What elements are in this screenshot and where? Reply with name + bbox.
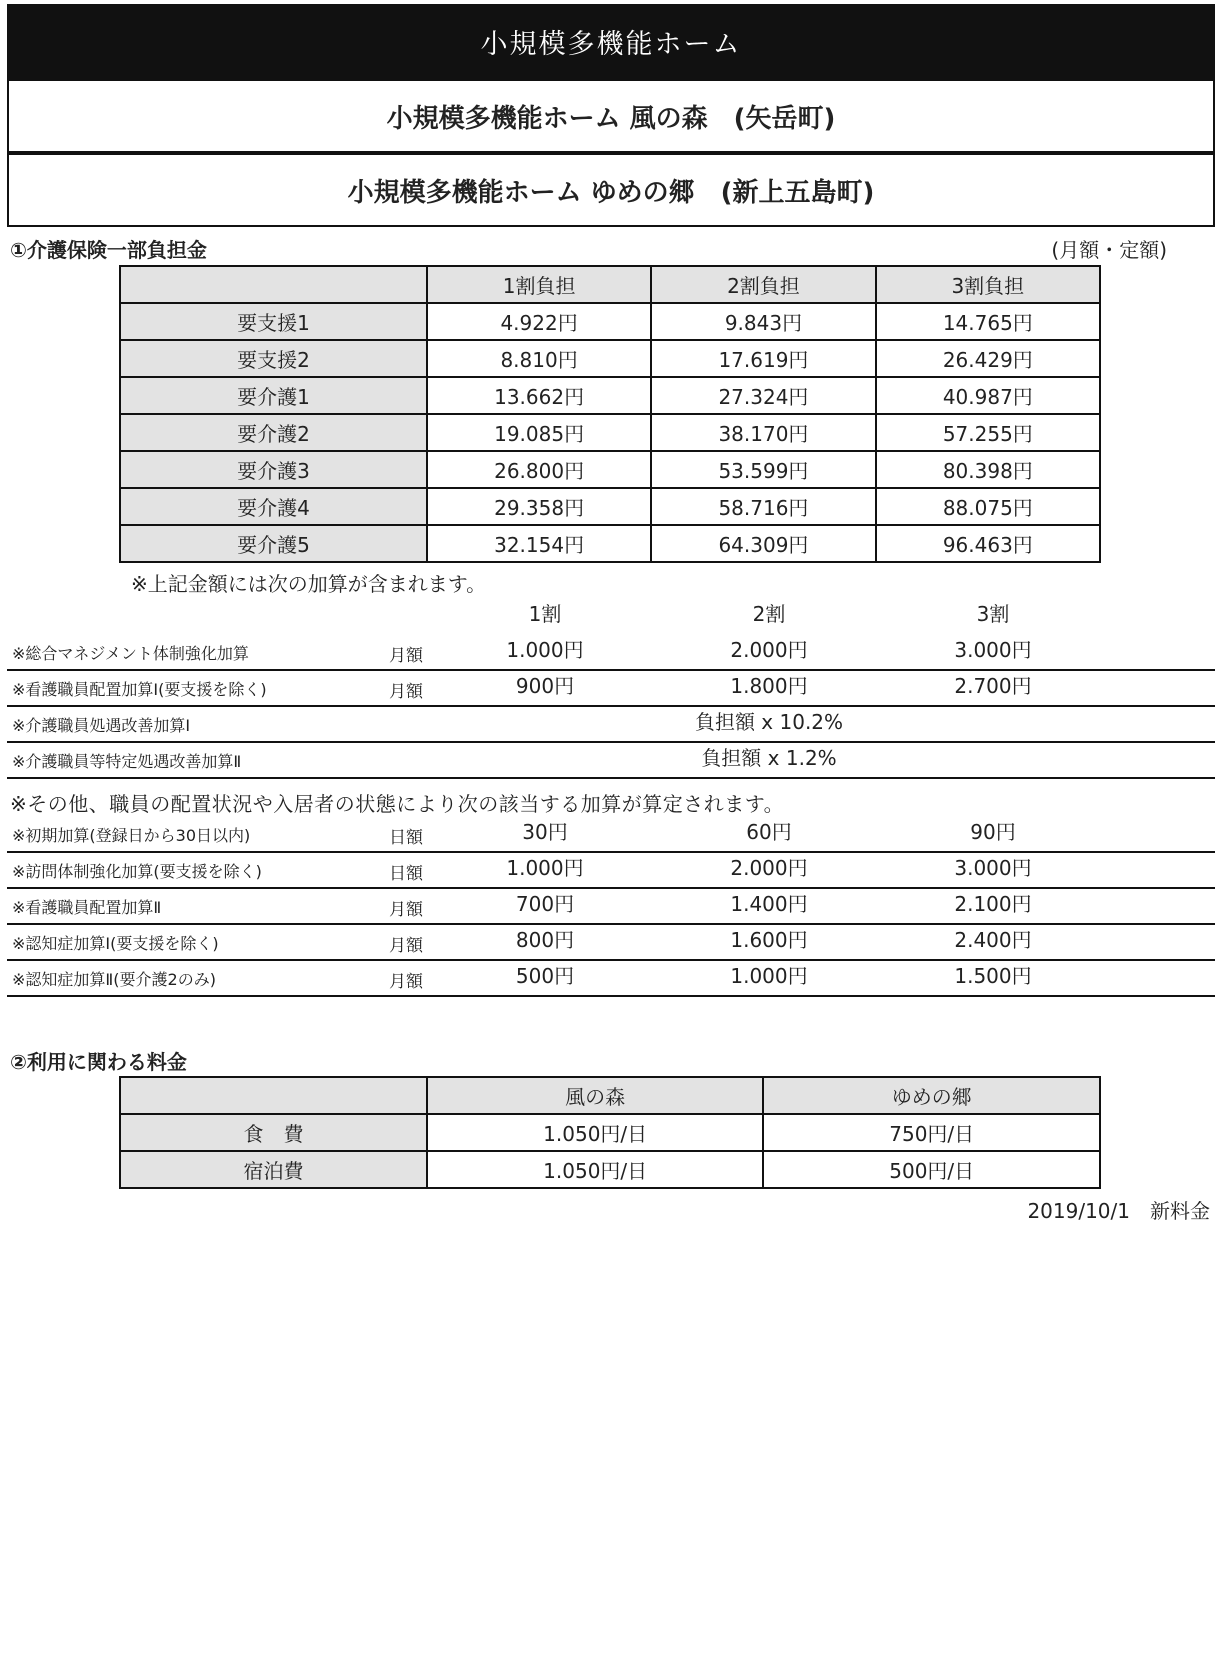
addition-value: 800円 <box>515 928 575 952</box>
addition-value: 2.400円 <box>954 928 1032 952</box>
table-cell: 750円/日 <box>763 1114 1100 1151</box>
table-row <box>120 340 1100 377</box>
row-label: 要支援2 <box>120 340 427 377</box>
table-row <box>120 488 1100 525</box>
table-row <box>120 303 1100 340</box>
page-title: 小規模多機能ホーム <box>7 4 1215 79</box>
facility-name-yumenosato: 小規模多機能ホーム ゆめの郷 (新上五島町) <box>7 153 1215 227</box>
addition-unit: 月額 <box>389 972 423 992</box>
addition-value: 1.600円 <box>730 928 808 952</box>
section2-title: ②利用に関わる料金 <box>10 1050 187 1074</box>
addition-row <box>7 669 1215 707</box>
table-row <box>120 377 1100 414</box>
addition-value: 3.000円 <box>954 856 1032 880</box>
addition-row <box>7 923 1215 961</box>
addition-unit: 月額 <box>389 682 423 702</box>
facility-name-kazenomori: 小規模多機能ホーム 風の森 (矢岳町) <box>7 79 1215 153</box>
table-cell: 14.765円 <box>876 303 1100 340</box>
column-header: 1割負担 <box>427 266 651 303</box>
addition-row <box>7 633 1215 671</box>
table-cell: 17.619円 <box>651 340 875 377</box>
table-row <box>120 1151 1100 1188</box>
row-label: 要介護5 <box>120 525 427 562</box>
column-header: 3割負担 <box>876 266 1100 303</box>
table-row <box>120 414 1100 451</box>
addition-value: 700円 <box>515 892 575 916</box>
table-cell: 19.085円 <box>427 414 651 451</box>
addition-value: 2.000円 <box>730 638 808 662</box>
addition-row <box>7 851 1215 889</box>
addition-value: 2.700円 <box>954 674 1032 698</box>
ratio-header: 2割 <box>752 602 786 626</box>
row-label: 要介護3 <box>120 451 427 488</box>
addition-unit: 月額 <box>389 646 423 666</box>
row-label: 食 費 <box>120 1114 427 1151</box>
other-additions-note: ※その他、職員の配置状況や入居者の状態により次の該当する加算が算定されます。 <box>10 792 785 816</box>
addition-value: 1.500円 <box>954 964 1032 988</box>
table-header-row <box>120 1077 1100 1114</box>
addition-value: 2.100円 <box>954 892 1032 916</box>
table-cell: 9.843円 <box>651 303 875 340</box>
addition-name: ※認知症加算Ⅰ(要支援を除く) <box>12 934 219 953</box>
table-cell: 88.075円 <box>876 488 1100 525</box>
care-fee-table <box>119 265 1101 563</box>
addition-unit: 月額 <box>389 900 423 920</box>
table-cell: 26.429円 <box>876 340 1100 377</box>
table-cell: 27.324円 <box>651 377 875 414</box>
table-cell: 1.050円/日 <box>427 1114 764 1151</box>
addition-value: 2.000円 <box>730 856 808 880</box>
table-header-row <box>120 266 1100 303</box>
row-label: 要介護1 <box>120 377 427 414</box>
table-cell: 64.309円 <box>651 525 875 562</box>
ratio-header-row <box>7 597 1215 633</box>
table-corner-cell <box>120 266 427 303</box>
addition-value: 1.000円 <box>506 638 584 662</box>
table-cell: 4.922円 <box>427 303 651 340</box>
addition-value: 90円 <box>970 820 1016 844</box>
table-row <box>120 1114 1100 1151</box>
addition-name: ※看護職員配置加算Ⅰ(要支援を除く) <box>12 680 267 699</box>
table-cell: 13.662円 <box>427 377 651 414</box>
section1-title: ①介護保険一部負担金 <box>10 238 207 262</box>
table-row <box>120 451 1100 488</box>
column-header: ゆめの郷 <box>763 1077 1100 1114</box>
effective-date-note: 2019/10/1 新料金 <box>1027 1199 1210 1223</box>
addition-row <box>7 887 1215 925</box>
table-cell: 40.987円 <box>876 377 1100 414</box>
table-cell: 53.599円 <box>651 451 875 488</box>
addition-name: ※訪問体制強化加算(要支援を除く) <box>12 862 262 881</box>
table-cell: 500円/日 <box>763 1151 1100 1188</box>
table-corner-cell <box>120 1077 427 1114</box>
addition-row <box>7 815 1215 853</box>
addition-value: 3.000円 <box>954 638 1032 662</box>
addition-value: 1.400円 <box>730 892 808 916</box>
ratio-header: 1割 <box>528 602 562 626</box>
addition-name: ※介護職員処遇改善加算Ⅰ <box>12 716 191 735</box>
table-cell: 8.810円 <box>427 340 651 377</box>
addition-name: ※総合マネジメント体制強化加算 <box>12 644 249 663</box>
addition-row <box>7 705 1215 743</box>
addition-value: 30円 <box>522 820 568 844</box>
row-label: 要介護4 <box>120 488 427 525</box>
addition-value: 60円 <box>746 820 792 844</box>
addition-name: ※初期加算(登録日から30日以内) <box>12 826 251 845</box>
addition-name: ※看護職員配置加算Ⅱ <box>12 898 162 917</box>
table-cell: 26.800円 <box>427 451 651 488</box>
table-row <box>120 525 1100 562</box>
addition-row <box>7 741 1215 779</box>
table-cell: 57.255円 <box>876 414 1100 451</box>
addition-name: ※介護職員等特定処遇改善加算Ⅱ <box>12 752 242 771</box>
addition-value: 1.000円 <box>506 856 584 880</box>
addition-rate: 負担額 x 10.2% <box>694 710 844 734</box>
addition-unit: 日額 <box>389 828 423 848</box>
addition-row <box>7 959 1215 997</box>
addition-value: 1.000円 <box>730 964 808 988</box>
table-cell: 32.154円 <box>427 525 651 562</box>
column-header: 風の森 <box>427 1077 764 1114</box>
addition-rate: 負担額 x 1.2% <box>701 746 837 770</box>
addition-unit: 月額 <box>389 936 423 956</box>
table-cell: 38.170円 <box>651 414 875 451</box>
addition-value: 900円 <box>515 674 575 698</box>
included-additions-note: ※上記金額には次の加算が含まれます。 <box>131 572 487 596</box>
addition-value: 1.800円 <box>730 674 808 698</box>
ratio-header: 3割 <box>976 602 1010 626</box>
table-cell: 80.398円 <box>876 451 1100 488</box>
row-label: 要介護2 <box>120 414 427 451</box>
usage-fee-table <box>119 1076 1101 1189</box>
addition-unit: 日額 <box>389 864 423 884</box>
table-cell: 96.463円 <box>876 525 1100 562</box>
table-cell: 29.358円 <box>427 488 651 525</box>
row-label: 要支援1 <box>120 303 427 340</box>
section1-unit-note: (月額・定額) <box>1051 238 1167 262</box>
addition-value: 500円 <box>515 964 575 988</box>
table-cell: 1.050円/日 <box>427 1151 764 1188</box>
table-cell: 58.716円 <box>651 488 875 525</box>
row-label: 宿泊費 <box>120 1151 427 1188</box>
addition-name: ※認知症加算Ⅱ(要介護2のみ) <box>12 970 216 989</box>
column-header: 2割負担 <box>651 266 875 303</box>
